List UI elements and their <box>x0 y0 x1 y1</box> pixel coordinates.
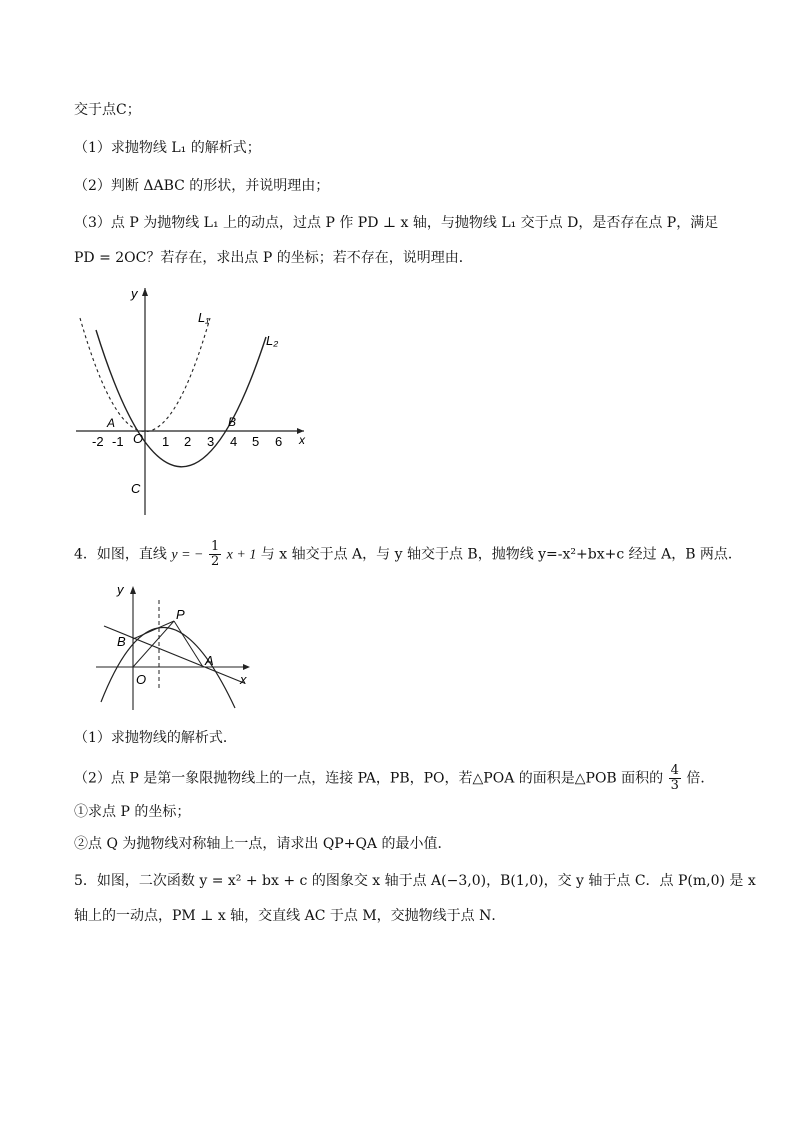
q3-label-A: A <box>107 416 116 430</box>
q3-tick-5: 5 <box>252 434 260 449</box>
q4-eq-right: x + 1 <box>226 547 257 563</box>
q3-y-label: y <box>131 286 138 301</box>
q4-seg-PO <box>133 621 174 667</box>
q3-part3b: PD = 2OC？若存在，求出点 P 的坐标；若不存在，说明理由． <box>74 250 473 266</box>
q4-stem-post: 与 x 轴交于点 A，与 y 轴交于点 B，抛物线 y=-x²+bx+c 经过 A，B 两点． <box>260 546 742 563</box>
q4-frac-den: 2 <box>210 554 220 569</box>
q4-part2-post: 倍． <box>686 770 715 787</box>
q4-x-label: x <box>240 672 247 687</box>
q4-eq-left: y = − <box>171 547 204 563</box>
q4-part2-den: 3 <box>670 778 679 793</box>
q4-part2-num: 4 <box>670 763 679 778</box>
q3-label-C: C <box>131 481 141 496</box>
q4-part2 <box>74 764 714 793</box>
q3-part1: （1）求抛物线 L₁ 的解析式； <box>74 140 261 156</box>
q3-label-L2: L₂ <box>266 333 279 348</box>
q4-figure <box>90 582 260 712</box>
q4-label-O: O <box>136 672 147 687</box>
q5-line2: 轴上的一动点，PM ⊥ x 轴，交直线 AC 于点 M，交抛物线于点 N． <box>74 908 506 924</box>
q4-sub1: ①求点 P 的坐标； <box>74 804 191 820</box>
q3-tick--2: -2 <box>92 434 104 449</box>
q4-label-P: P <box>176 607 185 622</box>
q4-label-A: A <box>205 653 214 668</box>
q4-frac-num: 1 <box>210 539 220 554</box>
q3-tick-1: 1 <box>162 434 170 449</box>
q4-part1: （1）求抛物线的解析式． <box>74 730 237 746</box>
q3-part3a: （3）点 P 为抛物线 L₁ 上的动点，过点 P 作 PD ⊥ x 轴，与抛物线 L₁ 交于点 D，是否存在点 P，满足 <box>74 215 719 231</box>
q3-tick-4: 4 <box>230 434 238 449</box>
q3-label-L1: L₁ <box>198 310 210 325</box>
q4-part2-fraction <box>669 764 681 793</box>
q3-figure <box>70 282 310 522</box>
q3-tick-6: 6 <box>275 434 283 449</box>
q4-stem-pre: 4．如图，直线 <box>74 546 167 563</box>
q3-tick-3: 3 <box>207 434 215 449</box>
q3-line0: 交于点C； <box>74 102 141 118</box>
q3-label-O: O <box>133 431 144 446</box>
q4-part2-pre: （2）点 P 是第一象限抛物线上的一点，连接 PA，PB，PO，若△POA 的面积是△POB 面积的 <box>74 770 664 787</box>
q3-label-B: B <box>228 415 237 429</box>
q5-line1: 5．如图，二次函数 y = x² + bx + c 的图象交 x 轴于点 A(−3,0)，B(1,0)，交 y 轴于点 C．点 P(m,0) 是 x <box>74 873 756 889</box>
q3-x-label: x <box>299 433 305 447</box>
q4-seg-PB <box>133 621 174 639</box>
q4-fraction <box>209 540 221 569</box>
q4-sub2: ②点 Q 为抛物线对称轴上一点，请求出 QP+QA 的最小值． <box>74 836 452 852</box>
q4-label-B: B <box>117 634 126 649</box>
q4-y-label: y <box>117 582 124 597</box>
q3-tick--1: -1 <box>112 434 124 449</box>
q4-stem <box>74 540 742 569</box>
q3-part2: （2）判断 ΔABC 的形状，并说明理由； <box>74 178 330 194</box>
q3-tick-2: 2 <box>184 434 192 449</box>
